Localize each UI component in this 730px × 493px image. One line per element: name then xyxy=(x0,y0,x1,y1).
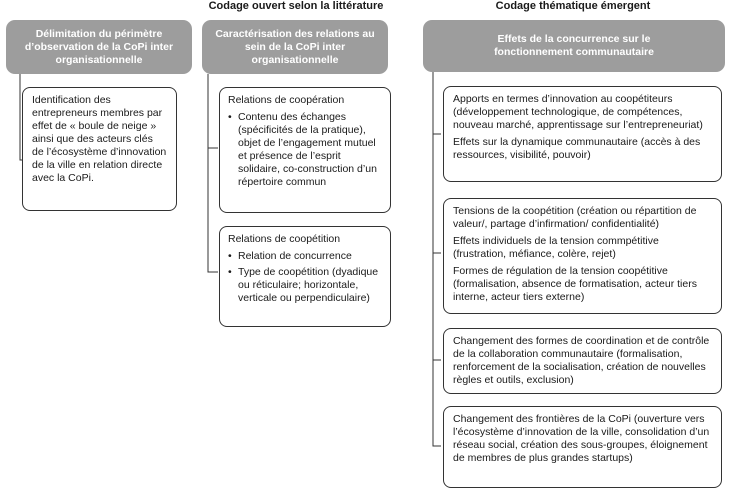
col1-box-text: Identification des entrepreneurs membres par effet de « boule de neige » ainsi que des acteurs clés de l’écosystème d’innovation de la ville en relation directe avec la CoPi. xyxy=(32,94,167,184)
coopetition-tensions: Tensions de la coopétition (création ou répartition de valeur/, partage d’infirmation/ confidentialité) xyxy=(453,205,697,230)
cooperation-title: Relations de coopération xyxy=(228,94,345,106)
col1-box-identification xyxy=(22,87,177,211)
boundaries-change: Changement des frontières de la CoPi (ouverture vers l’écosystème d’innovation de la ville, consolidation d’un réseau social, création des sous-groupes, éloignement de membres de plus grandes startups) xyxy=(453,413,710,464)
innovation-contributions: Apports en termes d’innovation au coopétiteurs (développement technologique, de compétences, nouveau marché, apprentissage sur l’entrepreneuriat) xyxy=(453,93,703,131)
literature-column-title: Codage ouvert selon la littérature xyxy=(208,0,384,12)
emergent-column-title: Codage thématique émergent xyxy=(495,0,651,12)
col3-box-innovation xyxy=(443,86,722,182)
coordination-change: Changement des formes de coordination et de contrôle de la collaboration communautaire (formalisation, renforcement de la socialisation, création de nouvelles règles et outils, exclusion) xyxy=(453,335,710,386)
regulation-forms: Formes de régulation de la tension coopétitive (formalisation, absence de formatisation, acteur tiers interne, acteur tiers externe) xyxy=(453,265,697,303)
col2-box-cooperation xyxy=(219,87,391,213)
col2-header xyxy=(202,20,388,74)
col3-header xyxy=(423,20,725,72)
coopetition-title: Relations de coopétition xyxy=(228,233,341,245)
coopetition-bullet-type: Type de coopétition (dyadique ou réticulaire; horizontale, verticale ou perpendiculaire) xyxy=(238,266,379,304)
col3-box-tensions xyxy=(443,198,722,314)
col1-header xyxy=(6,20,192,74)
coopetition-bullet-concurrence: Relation de concurrence xyxy=(238,250,352,262)
col1-header-text: Délimitation du périmètre d’observation de la CoPi inter organisationnelle xyxy=(24,27,174,66)
col2-header-text: Caractérisation des relations au sein de la CoPi inter organisationnelle xyxy=(215,27,375,66)
community-dynamics-effects: Effets sur la dynamique communautaire (accès à des ressources, visibilité, pouvoir) xyxy=(453,136,701,161)
col3-header-text: Effets de la concurrence sur le fonctionnement communautaire xyxy=(494,33,654,58)
individual-effects: Effets individuels de la tension commpétitive (frustration, méfiance, colère, rejet) xyxy=(453,235,659,260)
col2-box-coopetition xyxy=(219,226,391,327)
bullet-icon: • xyxy=(228,250,232,262)
cooperation-bullet-content: Contenu des échanges (spécificités de la pratique), objet de l’engagement mutuel et présence de l’esprit solidaire, co-construction d’un répertoire commun xyxy=(238,111,377,188)
bullet-icon: • xyxy=(228,266,232,278)
bullet-icon: • xyxy=(228,111,232,123)
col3-box-coordination xyxy=(443,328,722,394)
col3-box-boundaries xyxy=(443,406,722,488)
